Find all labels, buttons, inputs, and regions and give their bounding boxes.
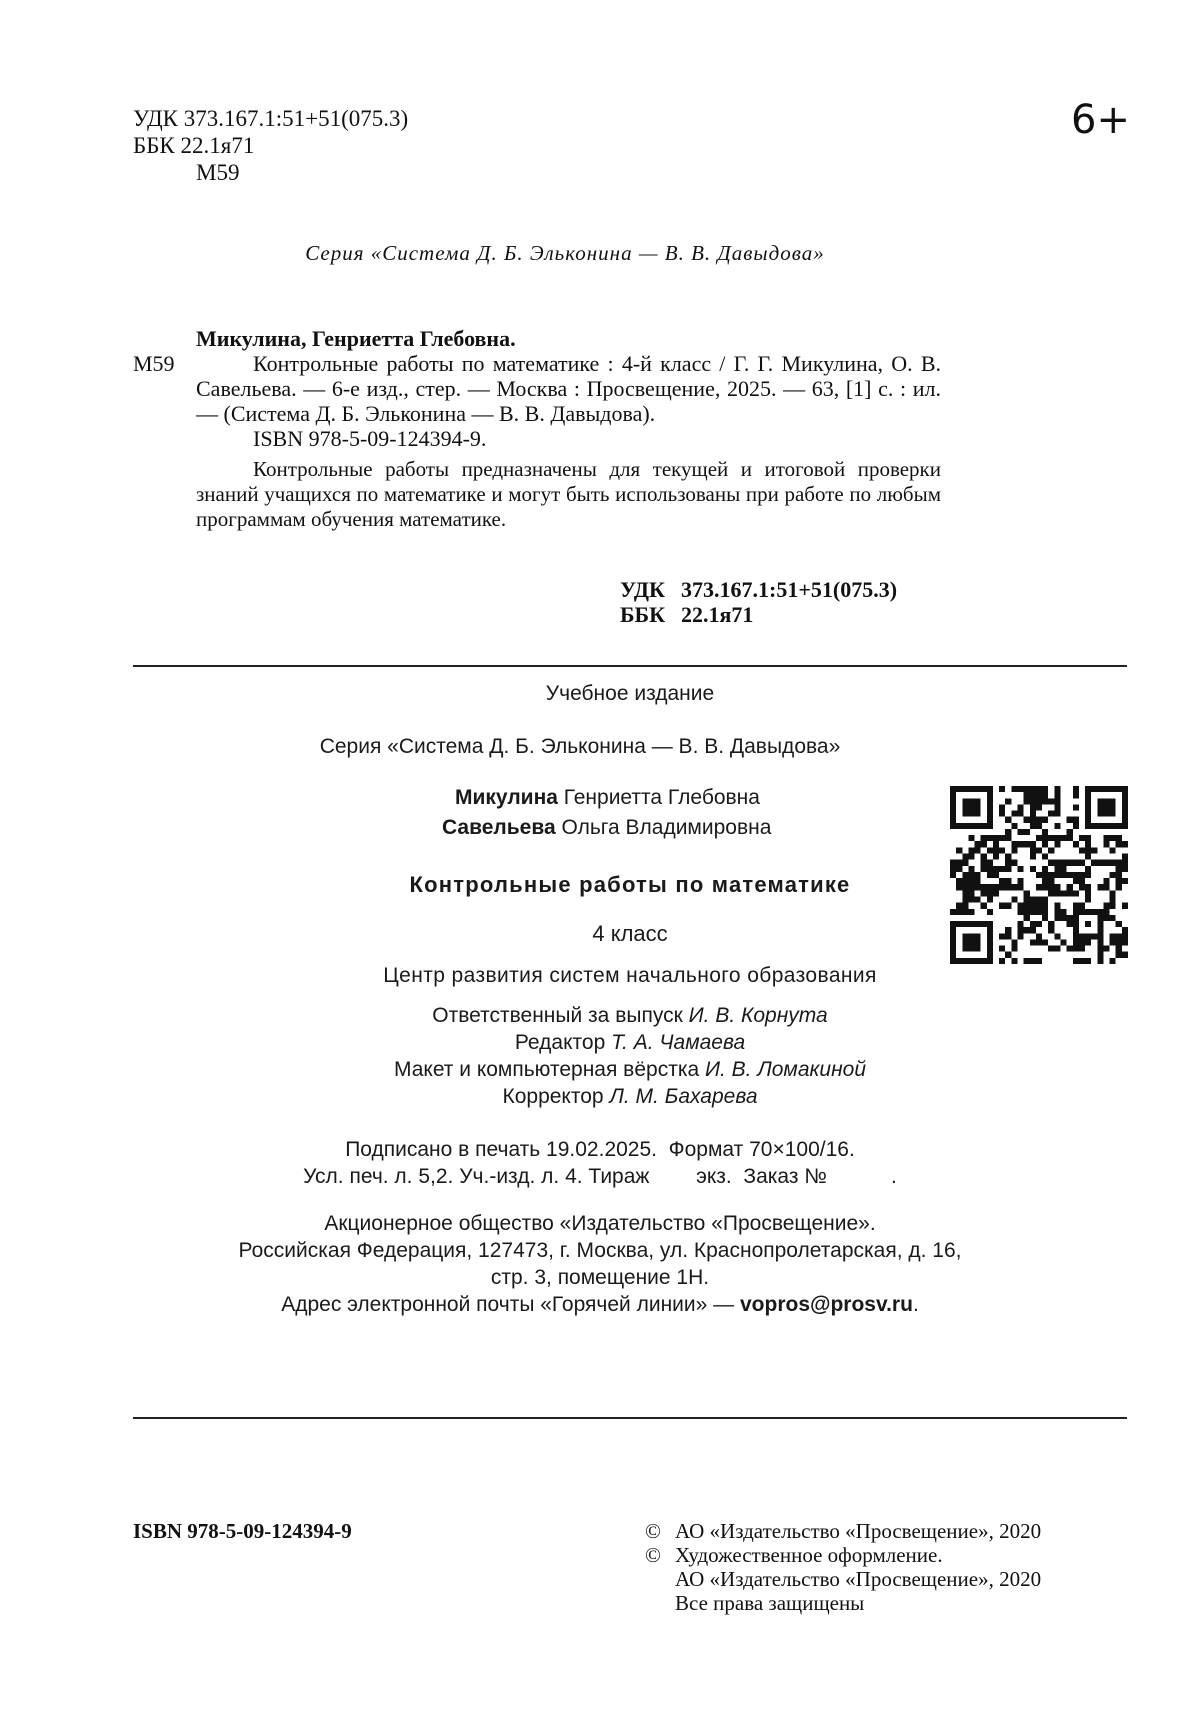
publisher-line-3: стр. 3, помещение 1Н. bbox=[490, 1266, 710, 1289]
catalog-classification bbox=[620, 577, 897, 627]
credit-1-name: И. В. Корнута bbox=[688, 1004, 828, 1027]
author-1-first: Генриетта Глебовна bbox=[563, 786, 760, 809]
organization: Центр развития систем начального образования bbox=[383, 964, 877, 987]
author-1-last: Микулина bbox=[455, 786, 558, 809]
copyright-block bbox=[645, 1519, 1041, 1615]
catalog-annotation: Контрольные работы предназначены для текущей и итоговой проверки знаний учащихся по математике и могут быть использованы при работе по любым программам обучения математике. bbox=[196, 457, 941, 531]
catalog-isbn: ISBN 978-5-09-124394-9. bbox=[253, 426, 487, 451]
credit-2 bbox=[200, 1031, 1060, 1055]
publisher-line-1: Акционерное общество «Издательство «Просвещение». bbox=[324, 1212, 876, 1235]
grade: 4 класс bbox=[592, 921, 668, 946]
book-title: Контрольные работы по математике bbox=[409, 872, 851, 897]
author-1 bbox=[455, 786, 760, 810]
qr-code-icon bbox=[950, 786, 1128, 964]
credit-1 bbox=[200, 1004, 1060, 1028]
classification-block bbox=[133, 105, 408, 186]
copyright-2: Художественное оформление. bbox=[675, 1543, 943, 1567]
series-italic: Серия «Система Д. Б. Эльконина — В. В. Давыдова» bbox=[305, 241, 825, 265]
footer-isbn: ISBN 978-5-09-124394-9 bbox=[133, 1519, 352, 1543]
catalog-author: Микулина, Генриетта Глебовна. bbox=[196, 326, 516, 351]
margin-mark: М59 bbox=[133, 351, 175, 376]
credit-3-name: И. В. Ломакиной bbox=[704, 1058, 867, 1081]
edition-type: Учебное издание bbox=[545, 682, 715, 705]
credit-1-role: Ответственный за выпуск bbox=[432, 1004, 683, 1027]
publication-series: Серия «Система Д. Б. Эльконина — В. В. Давыдова» bbox=[319, 735, 841, 758]
copyright-1: АО «Издательство «Просвещение», 2020 bbox=[675, 1519, 1042, 1543]
rights: Все права защищены bbox=[675, 1591, 865, 1615]
divider-bottom bbox=[133, 1417, 1127, 1419]
print-line-1: Подписано в печать 19.02.2025. Формат 70×100/16. bbox=[345, 1138, 855, 1161]
udk-key: УДК bbox=[620, 577, 666, 602]
copyright-symbol-2: © bbox=[645, 1543, 661, 1567]
bbk-key: ББК bbox=[620, 602, 666, 627]
email-prefix: Адрес электронной почты «Горячей линии» — bbox=[281, 1293, 740, 1316]
hotline-email-line bbox=[150, 1293, 1050, 1317]
credit-2-role: Редактор bbox=[514, 1031, 606, 1054]
credit-4-name: Л. М. Бахарева bbox=[609, 1085, 758, 1108]
copyright-symbol-1: © bbox=[645, 1519, 661, 1543]
bbk-value: 22.1я71 bbox=[681, 602, 754, 627]
print-line-2: Усл. печ. л. 5,2. Уч.-изд. л. 4. Тираж экз. Заказ № . bbox=[303, 1165, 897, 1188]
catalog-description: Контрольные работы по математике : 4-й класс / Г. Г. Микулина, О. В. Савельева. — 6-е изд., стер. — Москва : Просвещение, 2025. — 63, [1] с. : ил. — (Система Д. Б. Эльконина — В. В. Давыдова). bbox=[196, 351, 941, 426]
email-link[interactable]: vopros@prosv.ru bbox=[739, 1293, 913, 1316]
credit-4 bbox=[200, 1085, 1060, 1109]
udk-value: 373.167.1:51+51(075.3) bbox=[681, 577, 898, 602]
age-rating: 6+ bbox=[1071, 97, 1130, 143]
author-2-last: Савельева bbox=[442, 816, 556, 839]
credit-2-name: Т. А. Чамаева bbox=[611, 1031, 746, 1054]
catalog-entry bbox=[196, 326, 941, 532]
author-2 bbox=[442, 816, 771, 840]
bbk-line: ББК 22.1я71 bbox=[133, 133, 255, 158]
email-suffix: . bbox=[912, 1293, 919, 1316]
copyright-3: АО «Издательство «Просвещение», 2020 bbox=[675, 1567, 1042, 1591]
author-2-first: Ольга Владимировна bbox=[561, 816, 772, 839]
credit-4-role: Корректор bbox=[502, 1085, 604, 1108]
credit-3 bbox=[200, 1058, 1060, 1082]
credit-3-role: Макет и компьютерная вёрстка bbox=[393, 1058, 700, 1081]
divider-top bbox=[133, 665, 1127, 667]
author-mark: М59 bbox=[196, 160, 240, 185]
udk-line: УДК 373.167.1:51+51(075.3) bbox=[133, 106, 409, 131]
publisher-line-2: Российская Федерация, 127473, г. Москва, ул. Краснопролетарская, д. 16, bbox=[238, 1239, 962, 1262]
